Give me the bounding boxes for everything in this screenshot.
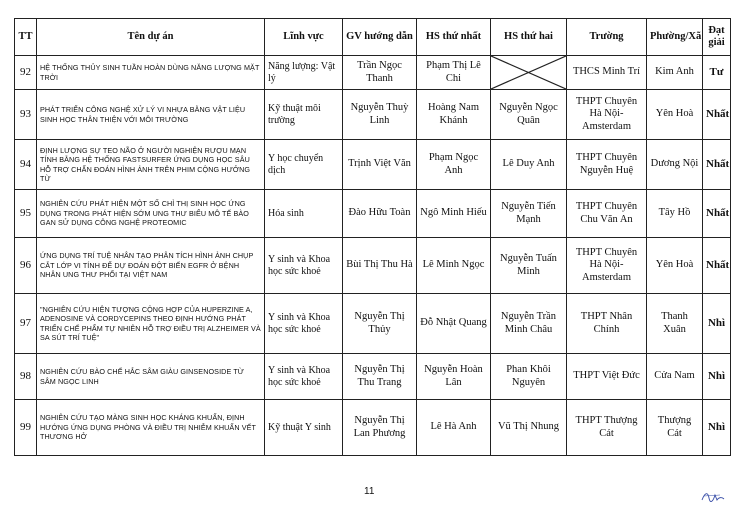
student2-name: Lê Duy Anh xyxy=(491,140,567,190)
project-name: ĐỊNH LƯỢNG SỰ TEO NÃO Ở NGƯỜI NGHIỆN RƯỢU MẠN TÍNH BẰNG HỆ THỐNG FASTSURFER ỨNG DỤNG HỌC SÂU HỖ TRỢ CHẨN ĐOÁN HÌNH ẢNH TRÊN PHIM CỘNG HƯỞNG TỪ xyxy=(37,140,265,190)
student1-name: Nguyễn Hoàn Lân xyxy=(417,354,491,400)
header-school: Trường xyxy=(567,19,647,56)
school-name: THPT Chuyên Nguyễn Huệ xyxy=(567,140,647,190)
row-tt: 95 xyxy=(15,190,37,238)
award-value: Nhất xyxy=(703,190,731,238)
ward-name: Kim Anh xyxy=(647,56,703,90)
school-name: THPT Nhân Chính xyxy=(567,294,647,354)
advisor-name: Nguyễn Thị Thu Trang xyxy=(343,354,417,400)
school-name: THPT Chuyên Chu Văn An xyxy=(567,190,647,238)
project-name: NGHIÊN CỨU TẠO MÀNG SINH HỌC KHÁNG KHUẨN, ĐỊNH HƯỚNG ỨNG DỤNG PHÒNG VÀ ĐIỀU TRỊ NHIỄM KHUẨN VẾT THƯƠNG HỞ xyxy=(37,400,265,456)
table-row xyxy=(15,56,731,90)
header-ward: Phường/Xã xyxy=(647,19,703,56)
ward-name: Tây Hồ xyxy=(647,190,703,238)
row-tt: 98 xyxy=(15,354,37,400)
project-field: Y học chuyển dịch xyxy=(265,140,343,190)
advisor-name: Trịnh Việt Văn xyxy=(343,140,417,190)
project-name: ỨNG DỤNG TRÍ TUỆ NHÂN TẠO PHÂN TÍCH HÌNH ẢNH CHỤP CẮT LỚP VI TÍNH ĐỂ DỰ ĐOÁN ĐỘT BIẾN EGFR Ở BỆNH NHÂN UNG THƯ PHỔI TẠI VIỆT NAM xyxy=(37,238,265,294)
student2-name: Nguyễn Tuấn Minh xyxy=(491,238,567,294)
advisor-name: Nguyễn Thị Thủy xyxy=(343,294,417,354)
table-row xyxy=(15,190,731,238)
student1-name: Phạm Ngọc Anh xyxy=(417,140,491,190)
project-field: Y sinh và Khoa học sức khoẻ xyxy=(265,294,343,354)
row-tt: 96 xyxy=(15,238,37,294)
school-name: THCS Minh Trí xyxy=(567,56,647,90)
project-field: Kỹ thuật Y sinh xyxy=(265,400,343,456)
advisor-name: Đào Hữu Toàn xyxy=(343,190,417,238)
student1-name: Lê Hà Anh xyxy=(417,400,491,456)
results-table xyxy=(14,18,731,456)
project-field: Kỹ thuật môi trường xyxy=(265,90,343,140)
school-name: THPT Việt Đức xyxy=(567,354,647,400)
ward-name: Yên Hoà xyxy=(647,90,703,140)
award-value: Nhì xyxy=(703,400,731,456)
ward-name: Cửa Nam xyxy=(647,354,703,400)
header-row xyxy=(15,19,731,56)
header-project: Tên dự án xyxy=(37,19,265,56)
row-tt: 92 xyxy=(15,56,37,90)
table-row xyxy=(15,90,731,140)
project-field: Y sinh và Khoa học sức khoẻ xyxy=(265,354,343,400)
award-value: Nhất xyxy=(703,140,731,190)
cross-mark-icon xyxy=(491,56,566,89)
student2-name: Phan Khôi Nguyên xyxy=(491,354,567,400)
row-tt: 94 xyxy=(15,140,37,190)
advisor-name: Bùi Thị Thu Hà xyxy=(343,238,417,294)
student1-name: Hoàng Nam Khánh xyxy=(417,90,491,140)
table-row xyxy=(15,238,731,294)
student1-name: Phạm Thị Lê Chi xyxy=(417,56,491,90)
empty-crossed-cell xyxy=(491,56,567,90)
school-name: THPT Thượng Cát xyxy=(567,400,647,456)
header-student1: HS thứ nhất xyxy=(417,19,491,56)
award-value: Nhất xyxy=(703,90,731,140)
signature-mark xyxy=(700,488,726,504)
award-value: Nhì xyxy=(703,354,731,400)
project-field: Hóa sinh xyxy=(265,190,343,238)
table-row xyxy=(15,140,731,190)
table-row xyxy=(15,294,731,354)
header-advisor: GV hướng dẫn xyxy=(343,19,417,56)
school-name: THPT Chuyên Hà Nội-Amsterdam xyxy=(567,90,647,140)
row-tt: 97 xyxy=(15,294,37,354)
project-field: Năng lượng: Vật lý xyxy=(265,56,343,90)
project-name: "NGHIÊN CỨU HIỆN TƯỢNG CỘNG HỢP CỦA HUPERZINE A, ADENOSINE VÀ CORDYCEPINS THEO ĐỊNH HƯỚNG PHÁT TRIỂN CHẾ PHẨM TỰ NHIÊN HỖ TRỢ ĐIỀU TRỊ ALZHEIMER VÀ SA SÚT TRÍ TUỆ" xyxy=(37,294,265,354)
ward-name: Dương Nội xyxy=(647,140,703,190)
project-name: PHÁT TRIỂN CÔNG NGHỆ XỬ LÝ VI NHỰA BẰNG VẬT LIỆU SINH HỌC THÂN THIỆN VỚI MÔI TRƯỜNG xyxy=(37,90,265,140)
award-value: Tư xyxy=(703,56,731,90)
student1-name: Đỗ Nhật Quang xyxy=(417,294,491,354)
project-name: HỆ THỐNG THỦY SINH TUẦN HOÀN DÙNG NĂNG LƯỢNG MẶT TRỜI xyxy=(37,56,265,90)
project-name: NGHIÊN CỨU BÀO CHẾ HẮC SÂM GIÀU GINSENOSIDE TỪ SÂM NGỌC LINH xyxy=(37,354,265,400)
advisor-name: Nguyễn Thuỳ Linh xyxy=(343,90,417,140)
header-tt: TT xyxy=(15,19,37,56)
row-tt: 99 xyxy=(15,400,37,456)
student1-name: Ngô Minh Hiếu xyxy=(417,190,491,238)
table-row xyxy=(15,400,731,456)
award-value: Nhì xyxy=(703,294,731,354)
header-field: Lĩnh vực xyxy=(265,19,343,56)
header-award: Đạt giải xyxy=(703,19,731,56)
ward-name: Thượng Cát xyxy=(647,400,703,456)
table-row xyxy=(15,354,731,400)
page-number: 11 xyxy=(364,486,375,497)
student2-name: Nguyễn Trần Minh Châu xyxy=(491,294,567,354)
advisor-name: Nguyễn Thị Lan Phương xyxy=(343,400,417,456)
header-student2: HS thứ hai xyxy=(491,19,567,56)
advisor-name: Trần Ngọc Thanh xyxy=(343,56,417,90)
award-value: Nhất xyxy=(703,238,731,294)
ward-name: Yên Hoà xyxy=(647,238,703,294)
school-name: THPT Chuyên Hà Nội-Amsterdam xyxy=(567,238,647,294)
row-tt: 93 xyxy=(15,90,37,140)
project-name: NGHIÊN CỨU PHÁT HIỆN MỘT SỐ CHỈ THỊ SINH HỌC ỨNG DỤNG TRONG PHÁT HIỆN SỚM UNG THƯ BIỂU MÔ TẾ BÀO GAN SỬ DỤNG CÔNG NGHỆ PROTEOMIC xyxy=(37,190,265,238)
project-field: Y sinh và Khoa học sức khoẻ xyxy=(265,238,343,294)
ward-name: Thanh Xuân xyxy=(647,294,703,354)
student2-name: Nguyễn Tiến Mạnh xyxy=(491,190,567,238)
student1-name: Lê Minh Ngọc xyxy=(417,238,491,294)
student2-name: Vũ Thị Nhung xyxy=(491,400,567,456)
student2-name: Nguyễn Ngọc Quân xyxy=(491,90,567,140)
